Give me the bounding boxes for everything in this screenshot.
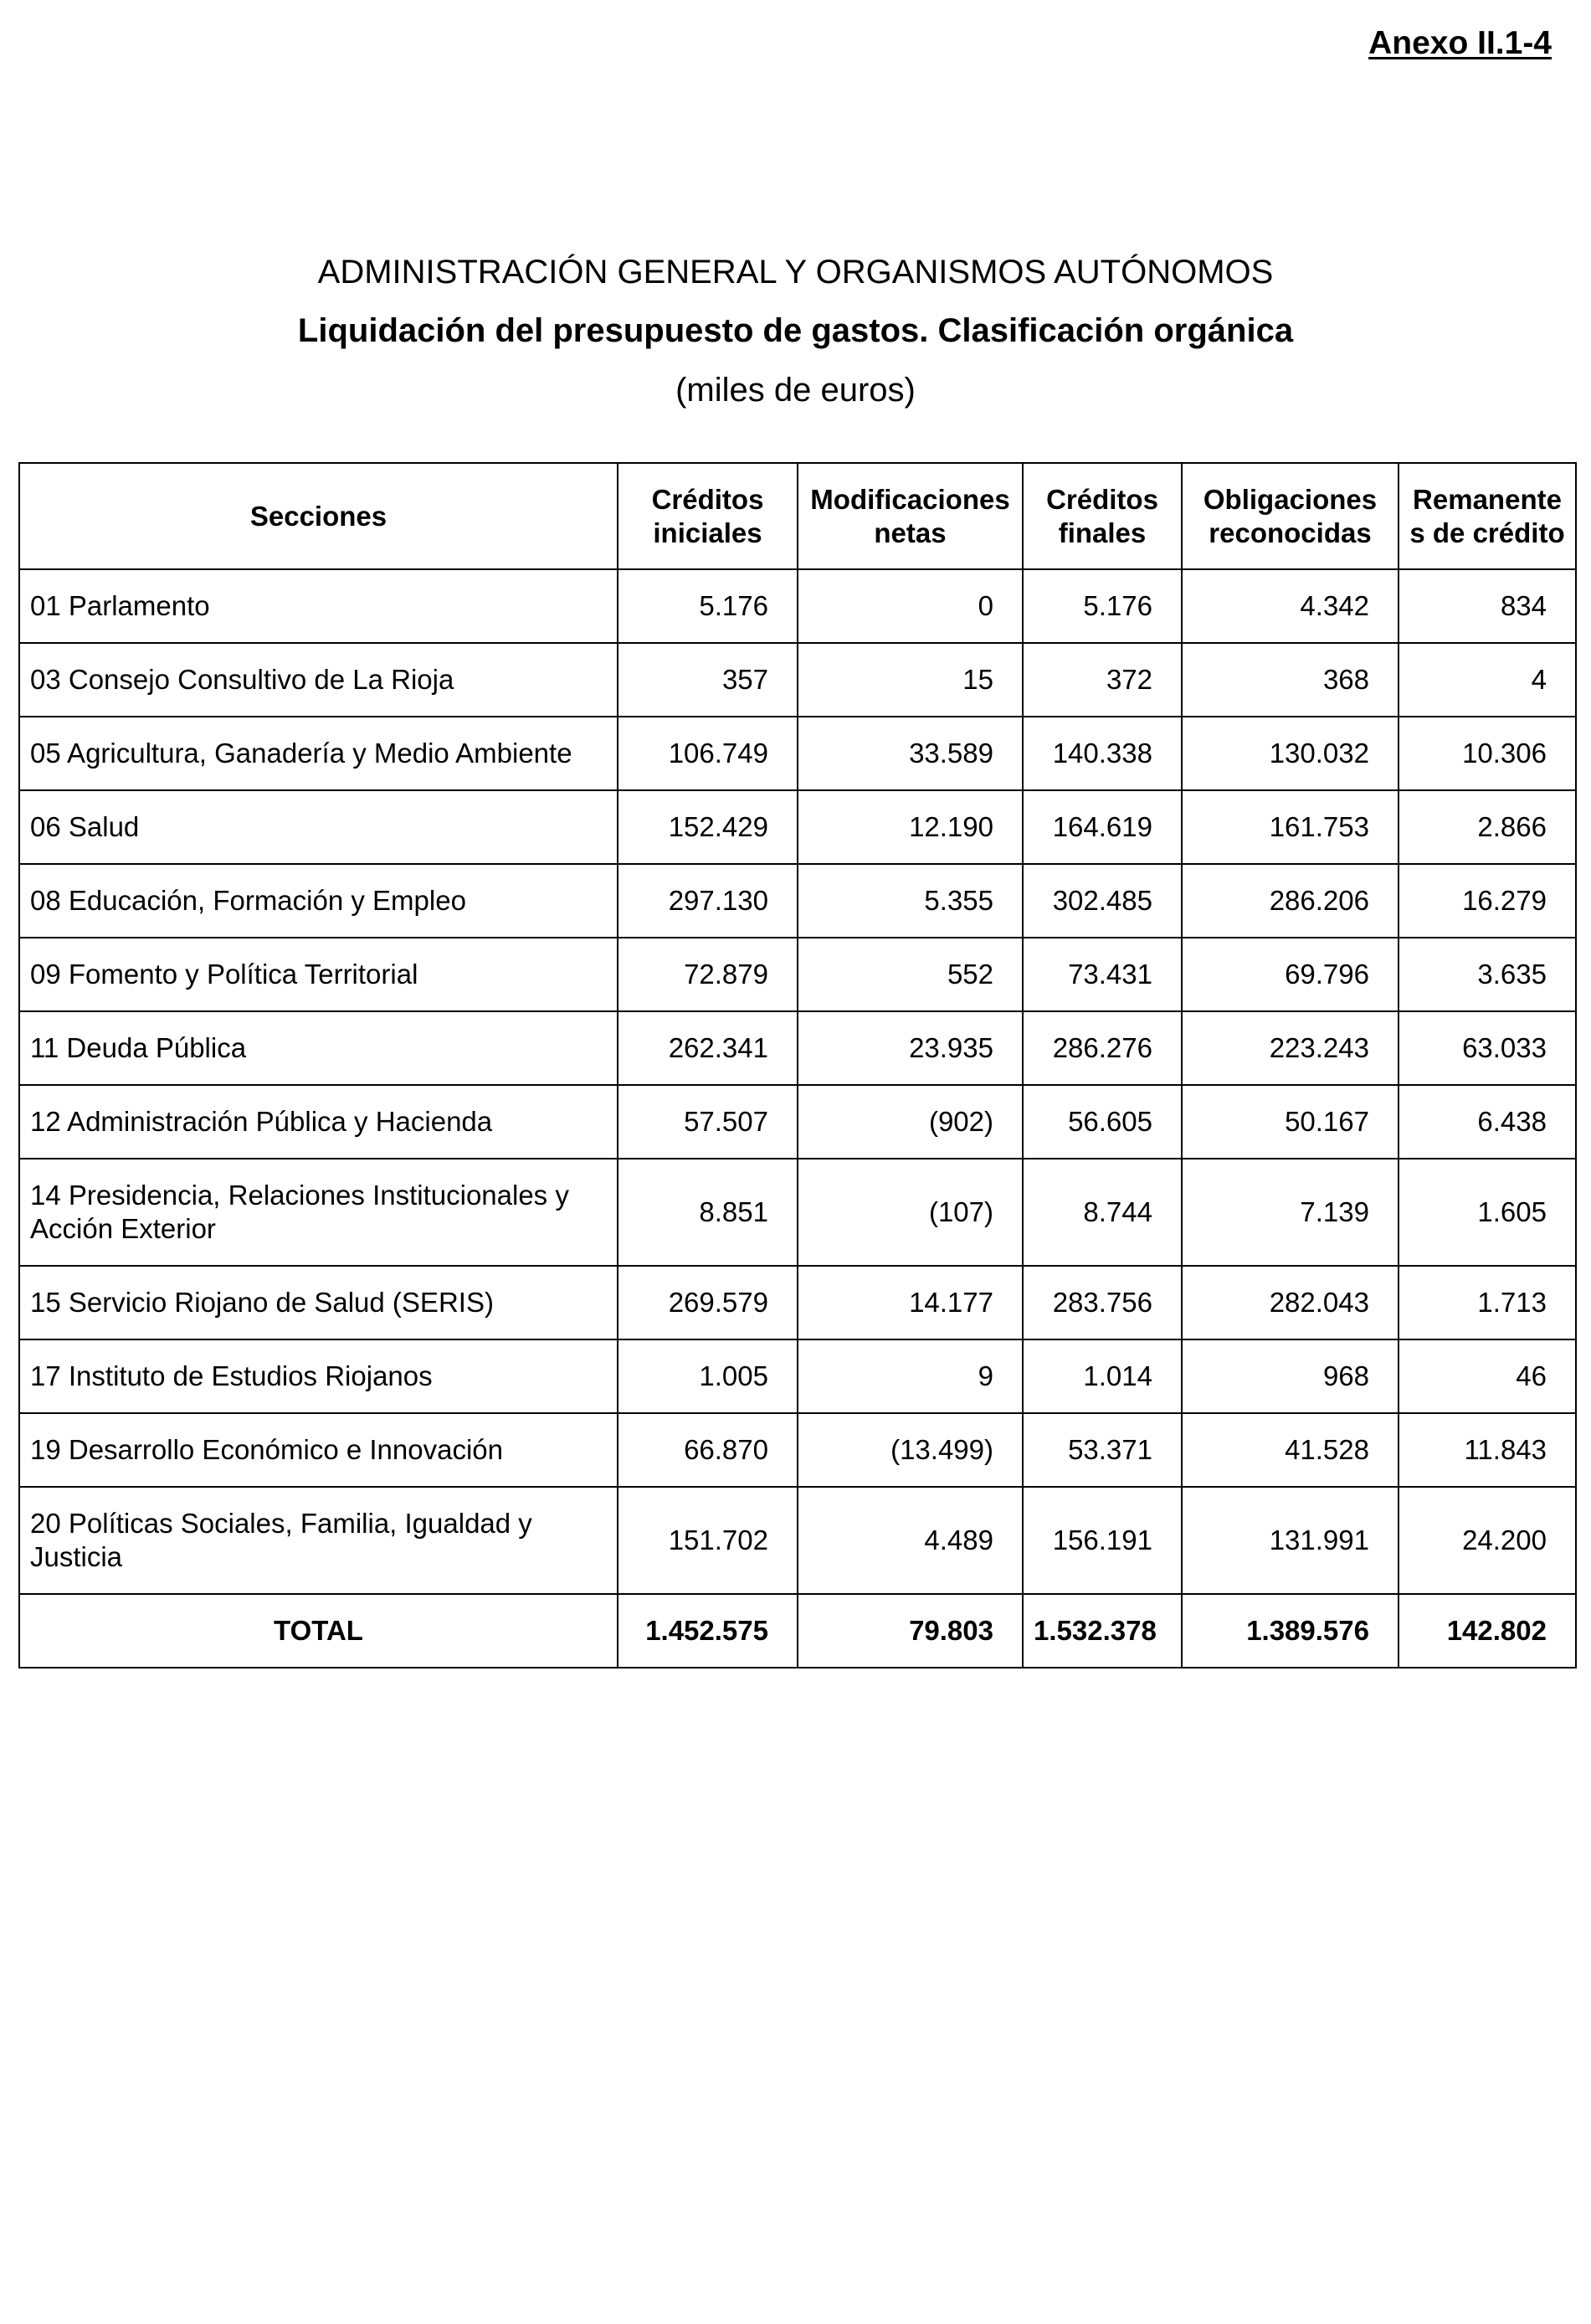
cell-obligaciones-reconocidas: 286.206 [1182, 864, 1399, 938]
cell-modificaciones-netas: 552 [798, 938, 1023, 1011]
cell-section [19, 1159, 618, 1266]
header-line: s de crédito [1409, 517, 1565, 548]
cell-obligaciones-reconocidas: 130.032 [1182, 717, 1399, 790]
header-secciones: Secciones [19, 463, 618, 569]
cell-creditos-iniciales: 151.702 [618, 1487, 798, 1594]
section-name-line: 03 Consejo Consultivo de La Rioja [30, 664, 454, 695]
header-line: Obligaciones [1203, 483, 1378, 515]
cell-remanentes-credito: 834 [1399, 569, 1576, 643]
header-obligaciones-reconocidas [1182, 463, 1399, 569]
table-row [19, 1266, 1576, 1339]
cell-creditos-finales: 56.605 [1023, 1085, 1182, 1159]
cell-remanentes-credito: 6.438 [1399, 1085, 1576, 1159]
section-name-line: 05 Agricultura, Ganadería y Medio Ambiente [30, 738, 572, 769]
cell-section [19, 1487, 618, 1594]
table-row [19, 790, 1576, 864]
section-name-line: 11 Deuda Pública [30, 1032, 247, 1063]
cell-creditos-finales: 164.619 [1023, 790, 1182, 864]
cell-obligaciones-reconocidas: 131.991 [1182, 1487, 1399, 1594]
section-name-line: Acción Exterior [30, 1213, 216, 1244]
cell-remanentes-credito: 46 [1399, 1339, 1576, 1413]
header-remanentes-credito [1399, 463, 1576, 569]
header-creditos-iniciales [618, 463, 798, 569]
section-name-line: Justicia [30, 1541, 123, 1572]
cell-obligaciones-reconocidas: 223.243 [1182, 1011, 1399, 1085]
header-line: iniciales [653, 517, 762, 548]
cell-creditos-finales: 372 [1023, 643, 1182, 717]
cell-remanentes-credito: 4 [1399, 643, 1576, 717]
cell-section [19, 1011, 618, 1085]
cell-section [19, 569, 618, 643]
cell-creditos-finales: 73.431 [1023, 938, 1182, 1011]
section-name-line: 20 Políticas Sociales, Familia, Igualdad y [30, 1508, 532, 1539]
budget-table [18, 462, 1577, 1668]
cell-section [19, 1085, 618, 1159]
cell-creditos-iniciales: 8.851 [618, 1159, 798, 1266]
cell-creditos-finales: 302.485 [1023, 864, 1182, 938]
header-line: Créditos [1046, 483, 1158, 515]
section-name-line: 01 Parlamento [30, 590, 210, 621]
cell-section [19, 1266, 618, 1339]
cell-modificaciones-netas: 15 [798, 643, 1023, 717]
table-row [19, 1413, 1576, 1487]
cell-remanentes-credito: 24.200 [1399, 1487, 1576, 1594]
cell-section [19, 643, 618, 717]
section-name-line: 14 Presidencia, Relaciones Institucionales y [30, 1180, 569, 1211]
cell-modificaciones-netas: 9 [798, 1339, 1023, 1413]
section-name-line: 08 Educación, Formación y Empleo [30, 885, 466, 916]
cell-section [19, 790, 618, 864]
section-name-line: 19 Desarrollo Económico e Innovación [30, 1434, 503, 1465]
cell-modificaciones-netas: 23.935 [798, 1011, 1023, 1085]
cell-creditos-iniciales: 262.341 [618, 1011, 798, 1085]
cell-remanentes-credito: 1.713 [1399, 1266, 1576, 1339]
header-line: finales [1058, 517, 1147, 548]
units-note: (miles de euros) [675, 372, 916, 409]
table-body [19, 569, 1576, 1668]
cell-modificaciones-netas: 12.190 [798, 790, 1023, 864]
header-line: reconocidas [1209, 517, 1372, 548]
table-row [19, 1487, 1576, 1594]
header-line: netas [874, 517, 947, 548]
section-name-line: 06 Salud [30, 811, 140, 842]
cell-creditos-finales: 156.191 [1023, 1487, 1182, 1594]
cell-remanentes-credito: 11.843 [1399, 1413, 1576, 1487]
cell-remanentes-credito: 10.306 [1399, 717, 1576, 790]
table-header-row [19, 463, 1576, 569]
cell-creditos-finales: 53.371 [1023, 1413, 1182, 1487]
page-title: ADMINISTRACIÓN GENERAL Y ORGANISMOS AUTÓNOMOS [317, 254, 1274, 290]
cell-creditos-iniciales: 152.429 [618, 790, 798, 864]
cell-creditos-iniciales: 66.870 [618, 1413, 798, 1487]
cell-creditos-finales: 286.276 [1023, 1011, 1182, 1085]
table-row [19, 864, 1576, 938]
cell-modificaciones-netas: 33.589 [798, 717, 1023, 790]
cell-creditos-finales: 1.014 [1023, 1339, 1182, 1413]
table-row [19, 717, 1576, 790]
cell-obligaciones-reconocidas: 69.796 [1182, 938, 1399, 1011]
total-creditos-iniciales: 1.452.575 [618, 1594, 798, 1668]
cell-section [19, 717, 618, 790]
cell-creditos-iniciales: 5.176 [618, 569, 798, 643]
cell-creditos-finales: 283.756 [1023, 1266, 1182, 1339]
cell-modificaciones-netas: 0 [798, 569, 1023, 643]
cell-creditos-finales: 8.744 [1023, 1159, 1182, 1266]
cell-modificaciones-netas: 14.177 [798, 1266, 1023, 1339]
cell-remanentes-credito: 63.033 [1399, 1011, 1576, 1085]
table-row [19, 643, 1576, 717]
total-creditos-finales: 1.532.378 [1023, 1594, 1182, 1668]
table-row [19, 938, 1576, 1011]
table-row [19, 1339, 1576, 1413]
cell-obligaciones-reconocidas: 282.043 [1182, 1266, 1399, 1339]
cell-modificaciones-netas: (13.499) [798, 1413, 1023, 1487]
cell-modificaciones-netas: 5.355 [798, 864, 1023, 938]
cell-obligaciones-reconocidas: 41.528 [1182, 1413, 1399, 1487]
cell-modificaciones-netas: (107) [798, 1159, 1023, 1266]
cell-creditos-iniciales: 297.130 [618, 864, 798, 938]
cell-creditos-iniciales: 1.005 [618, 1339, 798, 1413]
cell-remanentes-credito: 2.866 [1399, 790, 1576, 864]
cell-obligaciones-reconocidas: 368 [1182, 643, 1399, 717]
cell-creditos-iniciales: 72.879 [618, 938, 798, 1011]
cell-obligaciones-reconocidas: 161.753 [1182, 790, 1399, 864]
section-name-line: 17 Instituto de Estudios Riojanos [30, 1360, 433, 1391]
table-row [19, 1085, 1576, 1159]
page-subtitle: Liquidación del presupuesto de gastos. Clasificación orgánica [297, 312, 1294, 349]
cell-modificaciones-netas: (902) [798, 1085, 1023, 1159]
header-creditos-finales [1023, 463, 1182, 569]
total-modificaciones-netas: 79.803 [798, 1594, 1023, 1668]
cell-section [19, 1413, 618, 1487]
cell-remanentes-credito: 3.635 [1399, 938, 1576, 1011]
cell-modificaciones-netas: 4.489 [798, 1487, 1023, 1594]
total-obligaciones-reconocidas: 1.389.576 [1182, 1594, 1399, 1668]
table-row [19, 569, 1576, 643]
header-line: Remanente [1413, 483, 1562, 515]
cell-creditos-iniciales: 357 [618, 643, 798, 717]
cell-creditos-iniciales: 269.579 [618, 1266, 798, 1339]
cell-creditos-iniciales: 57.507 [618, 1085, 798, 1159]
cell-creditos-finales: 140.338 [1023, 717, 1182, 790]
cell-creditos-finales: 5.176 [1023, 569, 1182, 643]
cell-section [19, 1339, 618, 1413]
cell-section [19, 938, 618, 1011]
cell-obligaciones-reconocidas: 4.342 [1182, 569, 1399, 643]
table-row [19, 1011, 1576, 1085]
cell-obligaciones-reconocidas: 50.167 [1182, 1085, 1399, 1159]
total-remanentes-credito: 142.802 [1399, 1594, 1576, 1668]
cell-obligaciones-reconocidas: 7.139 [1182, 1159, 1399, 1266]
section-name-line: 12 Administración Pública y Hacienda [30, 1106, 493, 1137]
cell-section [19, 864, 618, 938]
cell-obligaciones-reconocidas: 968 [1182, 1339, 1399, 1413]
header-line: Modificaciones [810, 483, 1010, 515]
cell-creditos-iniciales: 106.749 [618, 717, 798, 790]
cell-remanentes-credito: 16.279 [1399, 864, 1576, 938]
cell-remanentes-credito: 1.605 [1399, 1159, 1576, 1266]
header-modificaciones-netas [798, 463, 1023, 569]
header-line: Créditos [651, 483, 764, 515]
total-label: TOTAL [19, 1594, 618, 1668]
total-row [19, 1594, 1576, 1668]
section-name-line: 15 Servicio Riojano de Salud (SERIS) [30, 1287, 494, 1318]
annex-reference: Anexo II.1-4 [1368, 25, 1552, 61]
section-name-line: 09 Fomento y Política Territorial [30, 959, 418, 990]
table-row [19, 1159, 1576, 1266]
